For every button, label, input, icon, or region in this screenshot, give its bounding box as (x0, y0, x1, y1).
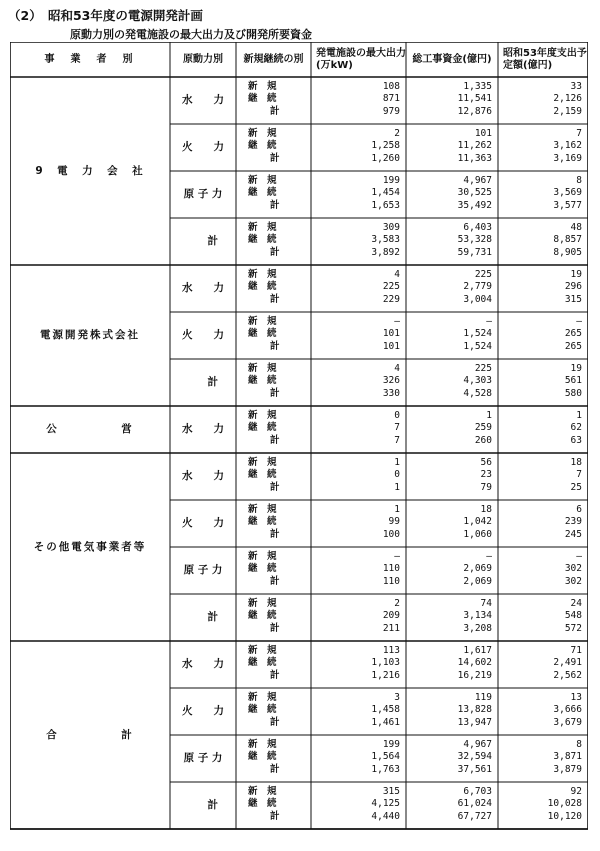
value: 1,258 (371, 140, 400, 152)
value: 61,024 (457, 798, 492, 810)
max_output-cell (311, 551, 406, 594)
value: 239 (564, 516, 582, 528)
total_cost-cell (406, 316, 498, 359)
value: 74 (480, 598, 492, 609)
value: 979 (382, 105, 400, 117)
power-source-cell: 計 (207, 611, 218, 624)
kind-label: 新 規 (248, 363, 277, 374)
power-source-cell: 火 力 (182, 705, 224, 718)
value: 2,491 (553, 657, 582, 669)
value: 63 (570, 434, 582, 446)
value: 245 (564, 528, 582, 540)
max_output-cell (311, 504, 406, 547)
value: 561 (564, 375, 582, 387)
kind-label: 計 (270, 622, 280, 634)
kind-label: 新 規 (248, 598, 277, 609)
value: 1,763 (371, 763, 400, 775)
kind-label: 新 規 (248, 81, 277, 92)
kind-cell (236, 598, 311, 641)
kind-label: 継 続 (248, 751, 277, 763)
value: 113 (382, 645, 400, 656)
kind-cell (236, 504, 311, 547)
kind-label: 継 続 (248, 234, 277, 246)
value: 4,303 (463, 375, 492, 387)
value: 209 (382, 610, 400, 622)
value: 315 (564, 293, 582, 305)
kind-label: 継 続 (248, 328, 277, 340)
expenditure-cell (498, 269, 588, 312)
power-source-cell: 水 力 (182, 94, 224, 107)
operator-cell: 9 電 力 会 社 (35, 164, 145, 177)
page-title: （2） 昭和53年度の電源開発計画 (8, 8, 203, 23)
value: 19 (570, 269, 582, 280)
max_output-cell (311, 316, 406, 359)
expenditure-cell (498, 504, 588, 547)
value: 1,653 (371, 199, 400, 211)
kind-label: 継 続 (248, 516, 277, 528)
value: 199 (382, 175, 400, 186)
value: 8 (576, 739, 582, 750)
value: 302 (564, 563, 582, 575)
value: 871 (382, 93, 400, 105)
kind-cell (236, 81, 311, 124)
kind-label: 計 (270, 434, 280, 446)
value: 2,562 (553, 669, 582, 681)
kind-label: 計 (270, 199, 280, 211)
value: 1,564 (371, 751, 400, 763)
operator-cell: その他電気事業者等 (33, 540, 147, 553)
kind-label: 継 続 (248, 93, 277, 105)
kind-cell (236, 269, 311, 312)
value: 92 (570, 786, 582, 797)
kind-label: 継 続 (248, 610, 277, 622)
value: 4,440 (371, 810, 400, 822)
kind-label: 新 規 (248, 786, 277, 797)
total_cost-cell (406, 363, 498, 406)
kind-label: 継 続 (248, 704, 277, 716)
power-source-cell: 原 子 力 (183, 752, 223, 765)
value: — (486, 551, 492, 562)
kind-label: 計 (270, 810, 280, 822)
kind-label: 計 (270, 340, 280, 352)
value: 1,060 (463, 528, 492, 540)
value: 1,103 (371, 657, 400, 669)
kind-cell (236, 786, 311, 829)
expenditure-cell (498, 645, 588, 688)
value: 62 (570, 422, 582, 434)
value: 2,126 (553, 93, 582, 105)
value: 11,262 (457, 140, 492, 152)
kind-label: 計 (270, 481, 280, 493)
kind-label: 計 (270, 293, 280, 305)
value: 1,454 (371, 187, 400, 199)
value: 265 (564, 340, 582, 352)
value: 0 (394, 410, 400, 421)
value: 6,703 (463, 786, 492, 797)
value: 99 (388, 516, 400, 528)
header-power-source: 原動力別 (183, 53, 223, 65)
value: 16,219 (457, 669, 492, 681)
value: 6 (576, 504, 582, 515)
value: 12,876 (457, 105, 492, 117)
value: 67,727 (457, 810, 492, 822)
expenditure-cell (498, 786, 588, 829)
value: — (576, 316, 582, 327)
kind-label: 計 (270, 246, 280, 258)
power-source-cell: 計 (207, 799, 218, 812)
value: 4,967 (463, 175, 492, 186)
expenditure-cell (498, 128, 588, 171)
power-source-cell: 水 力 (182, 282, 224, 295)
expenditure-cell (498, 739, 588, 782)
value: 3 (394, 692, 400, 703)
value: 1,617 (463, 645, 492, 656)
max_output-cell (311, 410, 406, 453)
value: 225 (474, 269, 492, 280)
power-source-cell: 原 子 力 (183, 188, 223, 201)
total_cost-cell (406, 645, 498, 688)
value: 8,857 (553, 234, 582, 246)
value: 4,967 (463, 739, 492, 750)
value: 7 (576, 469, 582, 481)
value: 24 (570, 598, 582, 609)
kind-label: 計 (270, 763, 280, 775)
kind-label: 継 続 (248, 140, 277, 152)
total_cost-cell (406, 598, 498, 641)
value: 3,169 (553, 152, 582, 164)
value: 13 (570, 692, 582, 703)
value: 79 (480, 481, 492, 493)
kind-label: 新 規 (248, 551, 277, 562)
value: 14,602 (457, 657, 492, 669)
value: 3,577 (553, 199, 582, 211)
value: 18 (570, 457, 582, 468)
value: 330 (382, 387, 400, 399)
kind-label: 計 (270, 387, 280, 399)
value: 572 (564, 622, 582, 634)
max_output-cell (311, 222, 406, 265)
value: 259 (474, 422, 492, 434)
kind-cell (236, 692, 311, 735)
value: 548 (564, 610, 582, 622)
value: 3,162 (553, 140, 582, 152)
kind-label: 継 続 (248, 798, 277, 810)
table-caption: 原動力別の発電施設の最大出力及び開発所要資金 (70, 28, 312, 41)
max_output-cell (311, 786, 406, 829)
expenditure-cell (498, 222, 588, 265)
value: 309 (382, 222, 400, 233)
total_cost-cell (406, 175, 498, 218)
power-source-cell: 火 力 (182, 141, 224, 154)
power-source-cell: 計 (207, 376, 218, 389)
kind-label: 新 規 (248, 645, 277, 656)
expenditure-cell (498, 692, 588, 735)
value: 33 (570, 81, 582, 92)
value: — (394, 316, 400, 327)
value: 35,492 (457, 199, 492, 211)
kind-label: 新 規 (248, 128, 277, 139)
value: 4 (394, 269, 400, 280)
kind-cell (236, 175, 311, 218)
value: 7 (576, 128, 582, 139)
value: 3,583 (371, 234, 400, 246)
kind-label: 新 規 (248, 410, 277, 421)
value: 265 (564, 328, 582, 340)
max_output-cell (311, 598, 406, 641)
kind-cell (236, 410, 311, 453)
total_cost-cell (406, 692, 498, 735)
expenditure-cell (498, 363, 588, 406)
value: 11,541 (457, 93, 492, 105)
kind-label: 計 (270, 575, 280, 587)
value: 7 (394, 434, 400, 446)
kind-label: 継 続 (248, 375, 277, 387)
operator-cell: 公 営 (46, 423, 134, 436)
value: 326 (382, 375, 400, 387)
value: 1,524 (463, 340, 492, 352)
value: 110 (382, 563, 400, 575)
value: 302 (564, 575, 582, 587)
value: 101 (382, 340, 400, 352)
kind-label: 継 続 (248, 657, 277, 669)
kind-label: 新 規 (248, 739, 277, 750)
value: 101 (474, 128, 492, 139)
kind-label: 計 (270, 669, 280, 681)
value: 13,828 (457, 704, 492, 716)
kind-label: 新 規 (248, 504, 277, 515)
value: 10,120 (547, 810, 582, 822)
value: 7 (394, 422, 400, 434)
value: 19 (570, 363, 582, 374)
value: — (576, 551, 582, 562)
value: 3,569 (553, 187, 582, 199)
total_cost-cell (406, 81, 498, 124)
value: 296 (564, 281, 582, 293)
value: 2,159 (553, 105, 582, 117)
total_cost-cell (406, 739, 498, 782)
value: 25 (570, 481, 582, 493)
value: 1,335 (463, 81, 492, 92)
value: 3,666 (553, 704, 582, 716)
kind-label: 継 続 (248, 469, 277, 481)
max_output-cell (311, 128, 406, 171)
total_cost-cell (406, 128, 498, 171)
max_output-cell (311, 645, 406, 688)
max_output-cell (311, 175, 406, 218)
max_output-cell (311, 457, 406, 500)
header-total-cost: 総工事資金(億円) (412, 53, 492, 65)
value: 315 (382, 786, 400, 797)
total_cost-cell (406, 551, 498, 594)
header-max-output: 発電施設の最大出力(万kW) (316, 48, 406, 71)
value: 225 (382, 281, 400, 293)
value: 2 (394, 598, 400, 609)
expenditure-cell (498, 598, 588, 641)
value: 8,905 (553, 246, 582, 258)
value: 3,679 (553, 716, 582, 728)
kind-cell (236, 222, 311, 265)
expenditure-cell (498, 175, 588, 218)
kind-cell (236, 457, 311, 500)
value: 119 (474, 692, 492, 703)
kind-label: 新 規 (248, 222, 277, 233)
header-expenditure: 昭和53年度支出予定額(億円) (503, 48, 587, 71)
value: 2,069 (463, 575, 492, 587)
value: 260 (474, 434, 492, 446)
total_cost-cell (406, 457, 498, 500)
value: 37,561 (457, 763, 492, 775)
expenditure-cell (498, 410, 588, 453)
value: 1,216 (371, 669, 400, 681)
power-source-cell: 原 子 力 (183, 564, 223, 577)
power-source-cell: 火 力 (182, 517, 224, 530)
kind-cell (236, 363, 311, 406)
power-source-cell: 水 力 (182, 470, 224, 483)
value: 580 (564, 387, 582, 399)
value: 110 (382, 575, 400, 587)
kind-cell (236, 551, 311, 594)
expenditure-cell (498, 81, 588, 124)
value: 3,892 (371, 246, 400, 258)
value: 3,208 (463, 622, 492, 634)
kind-label: 新 規 (248, 316, 277, 327)
kind-label: 継 続 (248, 281, 277, 293)
expenditure-cell (498, 316, 588, 359)
max_output-cell (311, 739, 406, 782)
value: 1,461 (371, 716, 400, 728)
value: 1,458 (371, 704, 400, 716)
value: 32,594 (457, 751, 492, 763)
kind-label: 新 規 (248, 457, 277, 468)
value: 1 (486, 410, 492, 421)
value: 3,879 (553, 763, 582, 775)
power-source-cell: 計 (207, 235, 218, 248)
power-source-cell: 水 力 (182, 658, 224, 671)
value: 4 (394, 363, 400, 374)
kind-cell (236, 645, 311, 688)
value: 2 (394, 128, 400, 139)
value: 48 (570, 222, 582, 233)
total_cost-cell (406, 269, 498, 312)
value: — (394, 551, 400, 562)
value: — (486, 316, 492, 327)
value: 1 (394, 457, 400, 468)
max_output-cell (311, 81, 406, 124)
value: 11,363 (457, 152, 492, 164)
power-development-table (10, 42, 588, 848)
value: 3,004 (463, 293, 492, 305)
value: 23 (480, 469, 492, 481)
value: 3,871 (553, 751, 582, 763)
total_cost-cell (406, 504, 498, 547)
max_output-cell (311, 269, 406, 312)
value: 53,328 (457, 234, 492, 246)
operator-cell: 電源開発株式会社 (40, 329, 140, 342)
kind-label: 継 続 (248, 563, 277, 575)
value: 18 (480, 504, 492, 515)
value: 59,731 (457, 246, 492, 258)
header-operator: 事 業 者 別 (44, 53, 136, 65)
total_cost-cell (406, 786, 498, 829)
value: 56 (480, 457, 492, 468)
kind-label: 新 規 (248, 692, 277, 703)
value: 3,134 (463, 610, 492, 622)
kind-label: 計 (270, 152, 280, 164)
total_cost-cell (406, 222, 498, 265)
power-source-cell: 火 力 (182, 329, 224, 342)
kind-cell (236, 739, 311, 782)
value: 71 (570, 645, 582, 656)
kind-label: 計 (270, 716, 280, 728)
value: 6,403 (463, 222, 492, 233)
kind-label: 新 規 (248, 175, 277, 186)
power-source-cell: 水 力 (182, 423, 224, 436)
kind-cell (236, 128, 311, 171)
value: 100 (382, 528, 400, 540)
value: 0 (394, 469, 400, 481)
total_cost-cell (406, 410, 498, 453)
value: 4,125 (371, 798, 400, 810)
kind-label: 継 続 (248, 422, 277, 434)
value: 225 (474, 363, 492, 374)
kind-label: 継 続 (248, 187, 277, 199)
value: 101 (382, 328, 400, 340)
value: 199 (382, 739, 400, 750)
value: 1 (394, 504, 400, 515)
value: 2,069 (463, 563, 492, 575)
value: 1,042 (463, 516, 492, 528)
kind-label: 新 規 (248, 269, 277, 280)
value: 2,779 (463, 281, 492, 293)
kind-label: 計 (270, 528, 280, 540)
header-kind: 新規継続の別 (243, 53, 304, 65)
value: 229 (382, 293, 400, 305)
value: 13,947 (457, 716, 492, 728)
expenditure-cell (498, 551, 588, 594)
value: 10,028 (547, 798, 582, 810)
value: 1,260 (371, 152, 400, 164)
max_output-cell (311, 692, 406, 735)
value: 8 (576, 175, 582, 186)
max_output-cell (311, 363, 406, 406)
operator-cell: 合 計 (46, 728, 134, 741)
value: 1 (576, 410, 582, 421)
expenditure-cell (498, 457, 588, 500)
kind-cell (236, 316, 311, 359)
value: 108 (382, 81, 400, 92)
value: 30,525 (457, 187, 492, 199)
value: 1 (394, 481, 400, 493)
value: 4,528 (463, 387, 492, 399)
value: 1,524 (463, 328, 492, 340)
value: 211 (382, 622, 400, 634)
kind-label: 計 (270, 105, 280, 117)
